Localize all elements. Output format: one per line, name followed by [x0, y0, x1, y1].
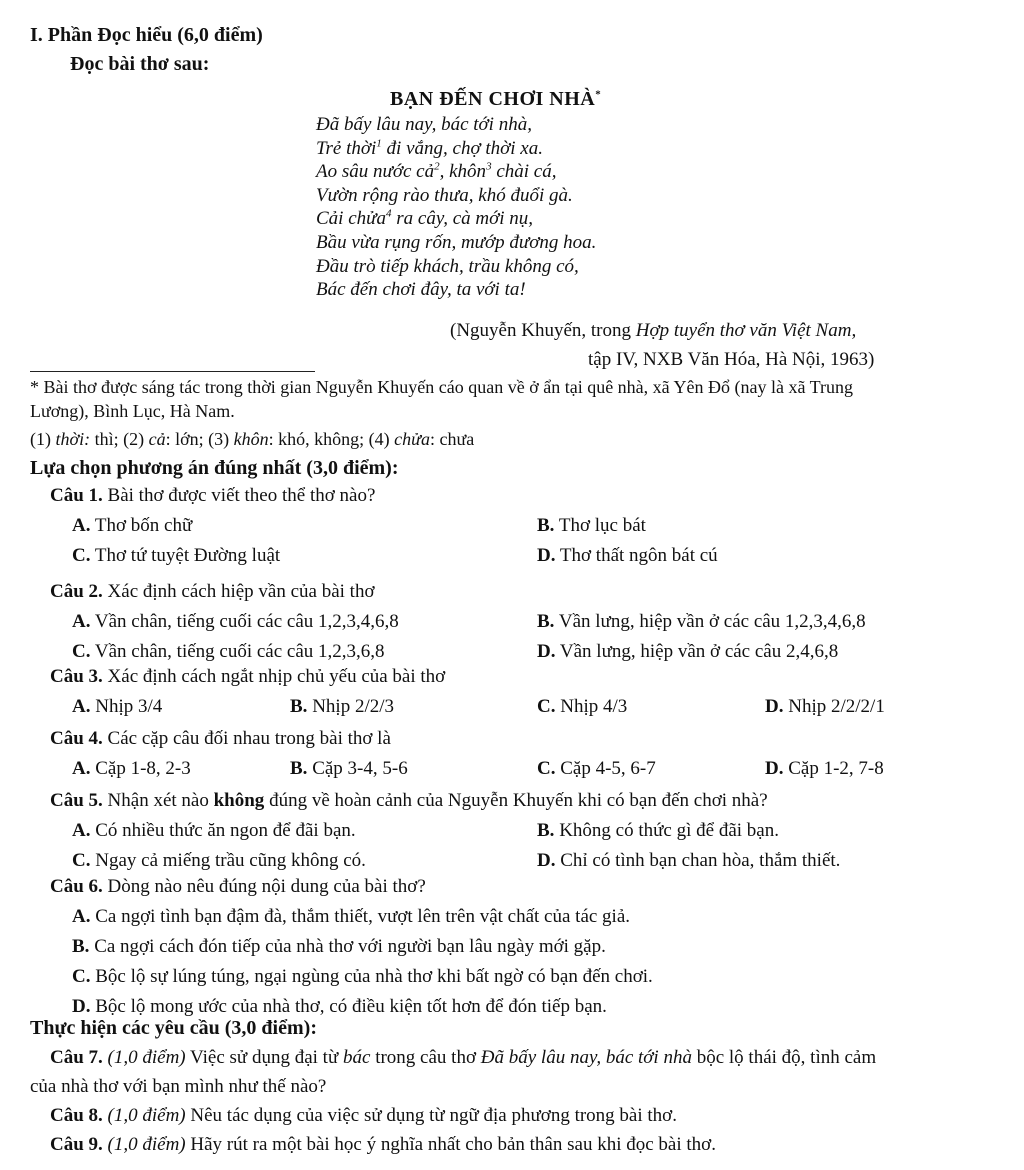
question-3 [50, 665, 445, 690]
poem-text: , khôn [439, 161, 487, 183]
part-title: I. Phần Đọc hiểu (6,0 điểm) [30, 24, 263, 46]
option-c [72, 640, 385, 665]
q-text-italic: bác [343, 1047, 371, 1068]
option-text: Cặp 1-2, 7-8 [783, 758, 884, 779]
option-d [765, 695, 885, 720]
option-d [537, 544, 718, 569]
poem-text: chài cá, [491, 161, 557, 183]
question-2 [50, 580, 375, 605]
gloss-term: thời: [55, 429, 91, 449]
option-c [537, 757, 656, 782]
option-a [72, 514, 192, 539]
option-a [72, 695, 162, 720]
option-c [537, 695, 627, 720]
option-letter: A. [72, 758, 91, 779]
q-text-italic: Đã bấy lâu nay, bác tới nhà [480, 1047, 692, 1068]
question-5 [50, 789, 768, 814]
gloss-term: chửa [394, 429, 430, 449]
poem-line [316, 207, 533, 232]
option-letter: D. [765, 758, 784, 779]
gloss-def: : lớn; [165, 429, 209, 449]
option-letter: C. [72, 966, 91, 987]
question-7 [50, 1046, 876, 1071]
option-text: Thơ tứ tuyệt Đường luật [90, 545, 281, 566]
option-letter: A. [72, 515, 91, 536]
option-letter: B. [537, 515, 555, 536]
option-b [537, 819, 779, 844]
option-letter: C. [537, 758, 556, 779]
question-7-line-2: của nhà thơ với bạn mình như thế nào? [30, 1076, 327, 1097]
question-1 [50, 484, 375, 509]
footnote-line-1: * Bài thơ được sáng tác trong thời gian Nguyễn Khuyến cáo quan về ở ẩn tại quê nhà, xã Yên Đổ (nay là xã Trung [30, 377, 853, 397]
q-text: Xác định cách hiệp vần của bài thơ [102, 581, 375, 602]
q-num: Câu 6. [50, 876, 103, 897]
option-a [72, 819, 356, 844]
gloss-term: khôn [233, 429, 269, 449]
option-letter: B. [290, 696, 308, 717]
q-num: Câu 4. [50, 728, 103, 749]
footnote-ref: 4 [386, 208, 392, 221]
option-text: Nhịp 2/2/3 [307, 696, 394, 717]
gloss-def: : chưa [429, 429, 475, 449]
gloss-num: (1) [30, 429, 56, 449]
option-letter: A. [72, 906, 91, 927]
question-9 [50, 1133, 716, 1158]
option-text: Cặp 3-4, 5-6 [307, 758, 408, 779]
option-letter: A. [72, 696, 91, 717]
option-text: Nhịp 3/4 [90, 696, 163, 717]
option-letter: A. [72, 611, 91, 632]
option-letter: B. [537, 611, 555, 632]
poem-text: ra cây, cà mới nụ, [391, 208, 534, 230]
poem-line [316, 184, 573, 209]
question-6 [50, 875, 426, 900]
footnote-ref: 3 [486, 160, 492, 173]
poem-line [316, 137, 543, 162]
q-text: Các cặp câu đối nhau trong bài thơ là [102, 728, 391, 749]
option-text: Vần chân, tiếng cuối các câu 1,2,3,6,8 [90, 641, 385, 662]
q-text: trong câu thơ [370, 1047, 481, 1068]
q-text: Dòng nào nêu đúng nội dung của bài thơ? [102, 876, 426, 897]
option-letter: D. [537, 641, 556, 662]
option-letter: D. [72, 996, 91, 1017]
option-d [537, 640, 838, 665]
option-text: Bộc lộ sự lúng túng, ngại ngùng của nhà thơ khi bất ngờ có bạn đến chơi. [90, 966, 653, 987]
poem-source-line-1 [450, 319, 856, 344]
option-text: Ca ngợi tình bạn đậm đà, thắm thiết, vượt lên trên vật chất của tác giả. [90, 906, 631, 927]
option-text: Cặp 1-8, 2-3 [90, 758, 191, 779]
poem-text: Đã bấy lâu nay, bác tới nhà, [316, 114, 532, 135]
option-letter: B. [537, 820, 555, 841]
glossary [30, 428, 474, 451]
q-points: (1,0 điểm) [102, 1047, 186, 1068]
q-text: Hãy rút ra một bài học ý nghĩa nhất cho bản thân sau khi đọc bài thơ. [185, 1134, 716, 1155]
option-letter: C. [72, 641, 91, 662]
q-num: Câu 5. [50, 790, 103, 811]
q-text: Việc sử dụng đại từ [185, 1047, 344, 1068]
option-c [72, 965, 653, 990]
option-text: Thơ lục bát [554, 515, 646, 536]
option-letter: A. [72, 820, 91, 841]
poem-text: Trẻ thời [316, 137, 377, 159]
q-text: không [213, 790, 265, 811]
option-letter: D. [537, 850, 556, 871]
option-b [72, 935, 606, 960]
option-a [72, 757, 191, 782]
q-text: Nêu tác dụng của việc sử dụng từ ngữ địa phương trong bài thơ. [185, 1105, 677, 1126]
q-points: (1,0 điểm) [102, 1134, 186, 1155]
source-author: (Nguyễn Khuyến, trong [450, 320, 636, 341]
q-text: đúng về hoàn cảnh của Nguyễn Khuyến khi có bạn đến chơi nhà? [264, 790, 768, 811]
option-b [537, 610, 866, 635]
option-text: Thơ bốn chữ [90, 515, 193, 536]
gloss-def: thì; [90, 429, 124, 449]
poem-text: Đầu trò tiếp khách, trầu không có, [316, 255, 579, 277]
poem-text: Ao sâu nước cả [316, 161, 435, 183]
q-text: Bài thơ được viết theo thể thơ nào? [102, 485, 376, 506]
option-letter: B. [72, 936, 90, 957]
option-text: Cặp 4-5, 6-7 [555, 758, 656, 779]
poem-title-mark: * [595, 88, 602, 101]
option-c [72, 849, 366, 874]
q-num: Câu 3. [50, 666, 103, 687]
poem-line [316, 255, 579, 280]
gloss-def: : khó, không; [268, 429, 369, 449]
option-text: Thơ thất ngôn bát cú [555, 545, 718, 566]
poem-title-text: BẠN ĐẾN CHƠI NHÀ [390, 88, 596, 110]
option-text: Có nhiều thức ăn ngon để đãi bạn. [90, 820, 356, 841]
source-anthology: Hợp tuyển thơ văn Việt Nam, [635, 320, 857, 341]
poem-line [316, 278, 526, 303]
section-multiple-choice: Lựa chọn phương án đúng nhất (3,0 điểm): [30, 457, 399, 479]
poem-source-line-2: tập IV, NXB Văn Hóa, Hà Nội, 1963) [588, 349, 875, 370]
option-letter: D. [765, 696, 784, 717]
option-b [290, 695, 394, 720]
q-num: Câu 1. [50, 485, 103, 506]
option-b [290, 757, 408, 782]
q-text: Nhận xét nào [102, 790, 214, 811]
option-text: Nhịp 2/2/2/1 [783, 696, 885, 717]
reading-instruction: Đọc bài thơ sau: [70, 53, 210, 75]
option-letter: B. [290, 758, 308, 779]
footnote-divider [30, 371, 315, 372]
poem-text: Bầu vừa rụng rốn, mướp đương hoa. [316, 232, 597, 253]
option-text: Vần lưng, hiệp vần ở các câu 1,2,3,4,6,8 [554, 611, 866, 632]
footnote-ref: 2 [434, 160, 440, 173]
option-b [537, 514, 646, 539]
option-d [537, 849, 840, 874]
footnote-line-2: Lương), Bình Lục, Hà Nam. [30, 401, 235, 421]
footnote-ref: 1 [376, 137, 382, 150]
poem-line [316, 160, 556, 185]
poem-title [390, 86, 601, 112]
section-written: Thực hiện các yêu cầu (3,0 điểm): [30, 1017, 317, 1039]
option-a [72, 610, 399, 635]
option-d [765, 757, 884, 782]
option-text: Nhịp 4/3 [555, 696, 628, 717]
poem-text: Cải chửa [316, 208, 386, 230]
option-letter: C. [72, 850, 91, 871]
q-num: Câu 7. [50, 1047, 103, 1068]
question-8 [50, 1104, 677, 1129]
gloss-num: (2) [123, 429, 149, 449]
option-text: Không có thức gì để đãi bạn. [554, 820, 779, 841]
option-text: Ca ngợi cách đón tiếp của nhà thơ với người bạn lâu ngày mới gặp. [89, 936, 606, 957]
q-points: (1,0 điểm) [102, 1105, 186, 1126]
poem-text: Vườn rộng rào thưa, khó đuổi gà. [316, 184, 573, 206]
option-text: Chỉ có tình bạn chan hòa, thắm thiết. [555, 850, 841, 871]
option-a [72, 905, 630, 930]
poem-line [316, 231, 596, 256]
option-text: Ngay cả miếng trầu cũng không có. [90, 850, 366, 871]
poem-text: Bác đến chơi đây, ta với ta! [316, 279, 526, 301]
question-4 [50, 727, 391, 752]
option-text: Vần chân, tiếng cuối các câu 1,2,3,4,6,8 [90, 611, 399, 632]
option-c [72, 544, 280, 569]
option-text: Vần lưng, hiệp vần ở các câu 2,4,6,8 [555, 641, 839, 662]
q-num: Câu 9. [50, 1134, 103, 1155]
option-letter: C. [72, 545, 91, 566]
poem-text: đi vắng, chợ thời xa. [381, 137, 543, 159]
option-letter: C. [537, 696, 556, 717]
gloss-num: (3) [208, 429, 234, 449]
option-letter: D. [537, 545, 556, 566]
q-num: Câu 8. [50, 1105, 103, 1126]
q-text: Xác định cách ngắt nhịp chủ yếu của bài thơ [102, 666, 446, 687]
poem-line [316, 113, 532, 138]
gloss-term: cả [148, 429, 166, 449]
option-text: Bộc lộ mong ước của nhà thơ, có điều kiện tốt hơn để đón tiếp bạn. [90, 996, 607, 1017]
q-text: bộc lộ thái độ, tình cảm [691, 1047, 877, 1068]
gloss-num: (4) [368, 429, 395, 449]
q-num: Câu 2. [50, 581, 103, 602]
